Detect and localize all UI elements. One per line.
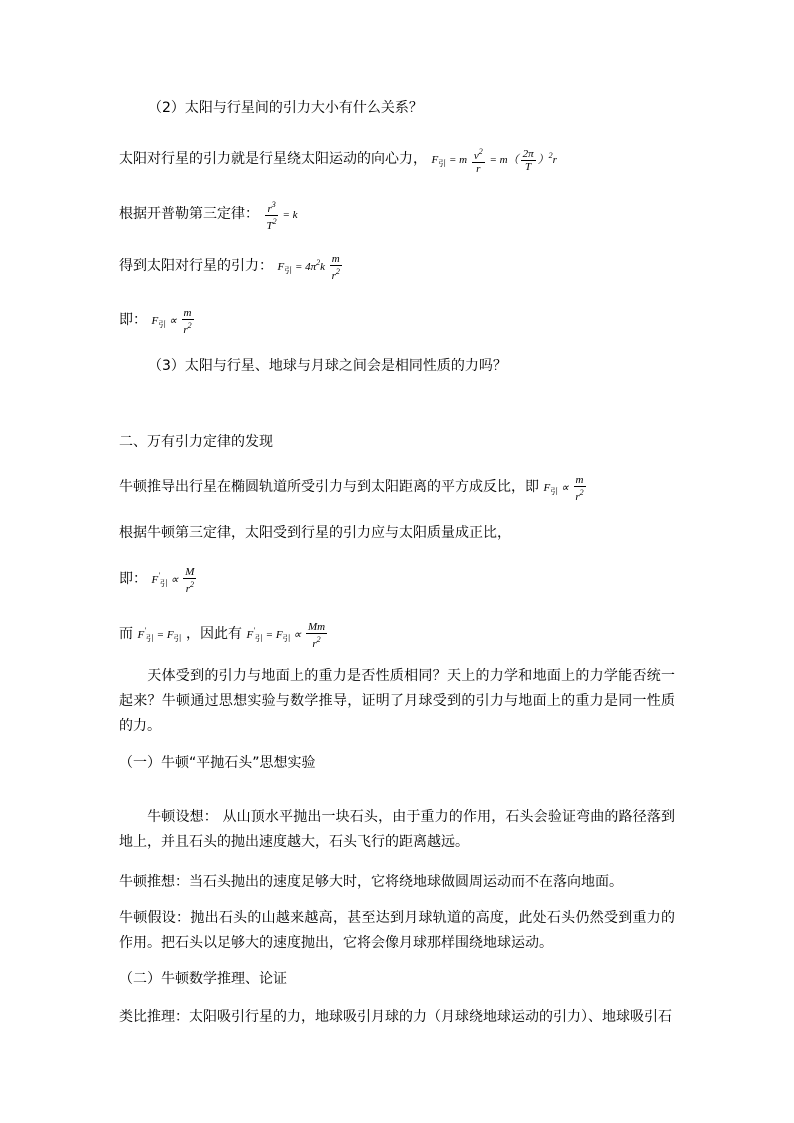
kepler-formula: $\frac{r^3}{T^2}$ = k xyxy=(266,200,298,232)
inverse-square-line xyxy=(119,474,588,503)
therefore-text: ，因此有 xyxy=(186,626,243,643)
subsection-2-title: （二）牛顿数学推理、论证 xyxy=(119,971,287,987)
centripetal-line xyxy=(119,146,557,175)
kepler-text: 根据开普勒第三定律： xyxy=(119,206,259,223)
paragraph-assumption-text: 牛顿设想： 从山顶水平抛出一块石头，由于重力的作用，石头会验证弯曲的路径落到地上，并且石头的抛出速度越大，石头飞行的距离越远。 xyxy=(119,809,675,850)
ie-label-2: 即： xyxy=(119,571,147,588)
inverse-square-text: 牛顿推导出行星在椭圆轨道所受引力与到太阳距离的平方成反比，即 xyxy=(119,479,539,496)
subsection-1-title: （一）牛顿“平抛石头”思想实验 xyxy=(119,755,316,771)
paragraph-assumption xyxy=(119,805,675,855)
combined-line xyxy=(119,621,329,650)
ie-label: 即： xyxy=(119,312,147,329)
and-label: 而 xyxy=(119,626,133,643)
paragraph-gravity-question xyxy=(119,664,675,739)
derived-force-text: 得到太阳对行星的引力： xyxy=(119,258,273,275)
equality-formula: $F'_引 = F_引$ xyxy=(137,626,182,644)
centripetal-text: 太阳对行星的引力就是行星绕太阳运动的向心力， xyxy=(119,151,427,168)
newton-third-law: 根据牛顿第三定律，太阳受到行星的引力应与太阳质量成正比， xyxy=(119,525,511,541)
paragraph-analogy: 类比推理：太阳吸引行星的力，地球吸引月球的力（月球绕地球运动的引力）、地球吸引石 xyxy=(119,1009,672,1025)
question-2: （2）太阳与行星间的引力大小有什么关系？ xyxy=(148,100,423,116)
reaction-formula: $F'_引$ ∝ $\frac{M}{r^2}$ xyxy=(151,566,195,595)
paragraph-inference: 牛顿推想：当石头抛出的速度足够大时，它将绕地球做圆周运动而不在落向地面。 xyxy=(119,874,623,890)
paragraph-gravity-question-text: 天体受到的引力与地面上的重力是否性质相同？天上的力学和地面上的力学能否统一起来？牛顿通过思想实验与数学推导，证明了月球受到的引力与地面上的重力是同一性质的力。 xyxy=(119,668,675,734)
centripetal-formula: $F_引 = m$ $\frac{v^2}{r}$ = m（ $\frac{2\pi}{T}$ ）$^2$r xyxy=(431,147,557,175)
paragraph-hypothesis: 牛顿假设：抛出石头的山越来越高，甚至达到月球轨道的高度，此处石头仍然受到重力的作用。把石头以足够大的速度抛出，它将会像月球那样围绕地球运动。 xyxy=(119,910,675,951)
reaction-line xyxy=(119,566,198,595)
derived-force-line xyxy=(119,253,344,282)
inverse-square-formula: $F_引$ ∝ $\frac{m}{r^2}$ xyxy=(543,474,584,503)
kepler-line xyxy=(119,199,298,232)
proportional-line xyxy=(119,307,196,336)
question-3: （3）太阳与行星、地球与月球之间会是相同性质的力吗？ xyxy=(148,358,507,374)
gravitation-formula: $F'_引 = F_引$ ∝ $\frac{Mm}{r^2}$ xyxy=(246,621,326,650)
proportional-formula: $F_引$ ∝ $\frac{m}{r^2}$ xyxy=(151,307,192,336)
derived-force-formula: $F_引 = 4\pi^2k$ $\frac{m}{r^2}$ xyxy=(277,253,340,282)
section-2-title: 二、万有引力定律的发现 xyxy=(119,434,273,450)
